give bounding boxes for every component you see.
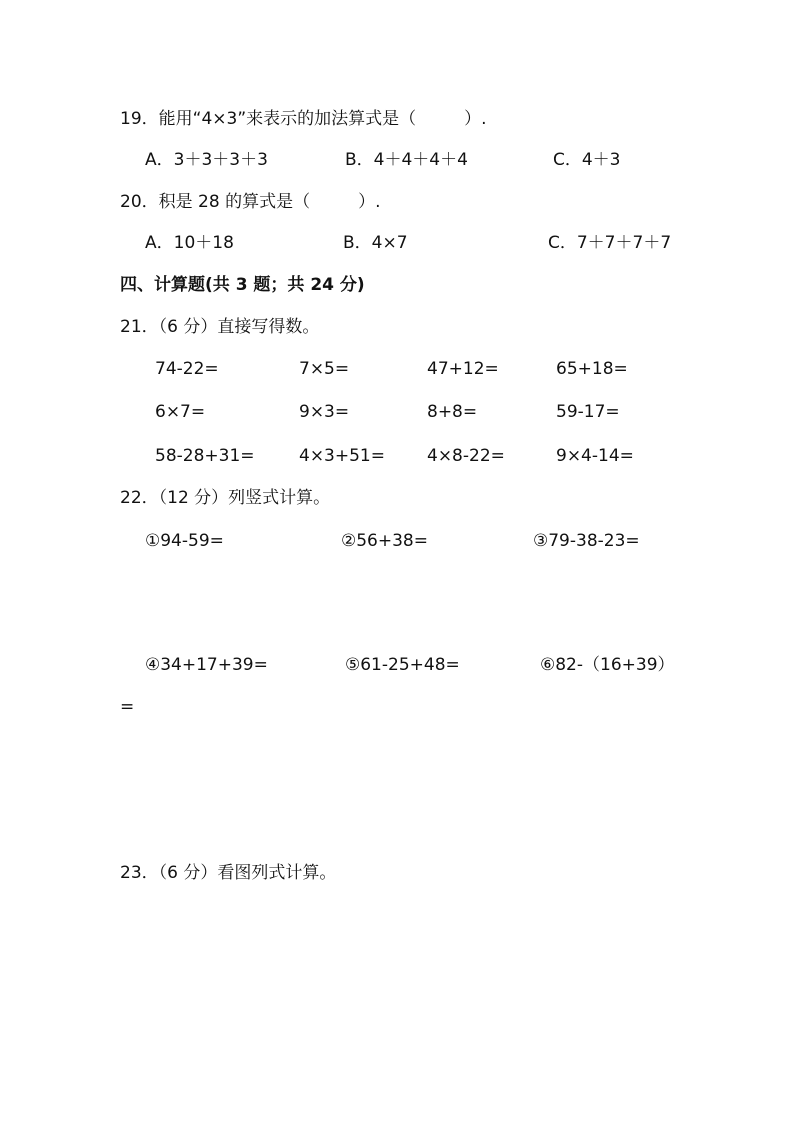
q21-item: 7×5= xyxy=(299,359,350,379)
q22-item: ②56+38= xyxy=(341,531,428,551)
q22-item: ⑥82-（16+39） xyxy=(540,655,675,675)
q22-wrapped-equals: = xyxy=(120,697,135,717)
q19-stem-suffix: ）. xyxy=(464,109,487,129)
q20-option-b[interactable]: B．4×7 xyxy=(343,233,408,253)
q20-stem-suffix: ）. xyxy=(358,192,381,212)
q22-item: ④34+17+39= xyxy=(145,655,268,675)
q21-item: 9×3= xyxy=(299,402,350,422)
q20-stem xyxy=(120,190,380,214)
q19-stem-prefix: 19．能用“4×3”来表示的加法算式是（ xyxy=(120,109,417,129)
q21-item: 4×3+51= xyxy=(299,446,385,466)
q23-stem: 23．（6 分）看图列式计算。 xyxy=(120,863,337,883)
q21-stem: 21．（6 分）直接写得数。 xyxy=(120,317,320,337)
q19-option-a[interactable]: A．3＋3＋3＋3 xyxy=(145,150,268,170)
q22-stem: 22．（12 分）列竖式计算。 xyxy=(120,488,331,508)
section4-title: 四、计算题(共 3 题；共 24 分) xyxy=(120,275,365,295)
q21-item: 6×7= xyxy=(155,402,206,422)
q21-item: 8+8= xyxy=(427,402,478,422)
q21-item: 9×4-14= xyxy=(556,446,634,466)
q22-item: ①94-59= xyxy=(145,531,224,551)
q21-item: 65+18= xyxy=(556,359,628,379)
q21-item: 74-22= xyxy=(155,359,219,379)
q19-stem xyxy=(120,107,487,131)
q21-item: 59-17= xyxy=(556,402,620,422)
q20-option-c[interactable]: C．7＋7＋7＋7 xyxy=(548,233,672,253)
q21-item: 47+12= xyxy=(427,359,499,379)
q22-item: ③79-38-23= xyxy=(533,531,640,551)
q21-item: 4×8-22= xyxy=(427,446,505,466)
q20-option-a[interactable]: A．10＋18 xyxy=(145,233,234,253)
q20-stem-prefix: 20．积是 28 的算式是（ xyxy=(120,192,311,212)
q22-item: ⑤61-25+48= xyxy=(345,655,460,675)
q21-item: 58-28+31= xyxy=(155,446,255,466)
q19-option-b[interactable]: B．4＋4＋4＋4 xyxy=(345,150,468,170)
q19-option-c[interactable]: C．4＋3 xyxy=(553,150,621,170)
